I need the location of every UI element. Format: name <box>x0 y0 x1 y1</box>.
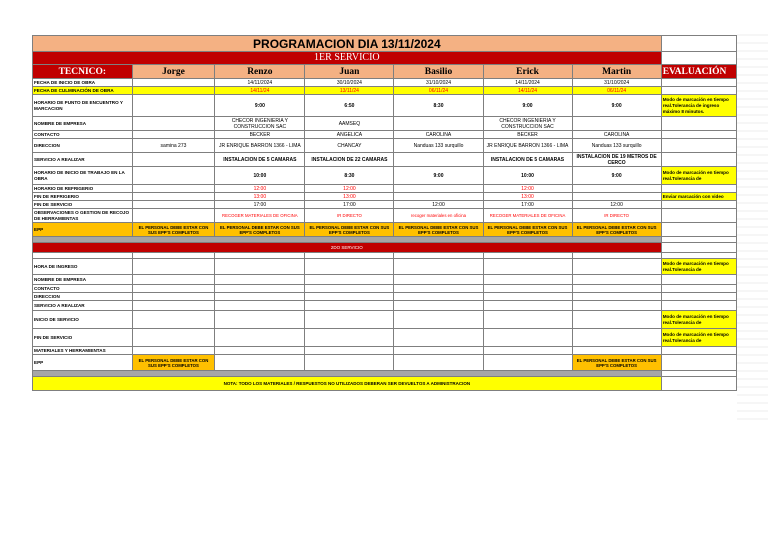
data-cell <box>305 311 394 329</box>
row-label: INICIO DE SERVICIO <box>33 311 133 329</box>
row-fin_servicio <box>33 201 737 209</box>
evaluacion-header: EVALUACIÓN <box>661 65 736 79</box>
row-contacto2 <box>33 285 737 293</box>
row-label: FIN DE SERVICIO <box>33 329 133 347</box>
row-horario_punto <box>33 95 737 117</box>
data-cell <box>305 259 394 275</box>
data-cell <box>132 311 215 329</box>
row-fecha_culminacion <box>33 87 737 95</box>
data-cell: EL PERSONAL DEBE ESTAR CON SUS EPP'S COMPLETOS <box>572 355 661 371</box>
data-cell <box>132 259 215 275</box>
cell <box>661 52 736 65</box>
data-cell: EL PERSONAL DEBE ESTAR CON SUS EPP'S COMPLETOS <box>215 223 305 237</box>
evaluacion-cell <box>661 139 736 153</box>
data-cell <box>483 259 572 275</box>
data-cell: 9:00 <box>215 95 305 117</box>
data-cell: JR ENRIQUE BARRON 1366 - LIMA <box>483 139 572 153</box>
data-cell: 13:00 <box>215 193 305 201</box>
data-cell <box>132 201 215 209</box>
row-label: FECHA DE CULMINACIÓN DE OBRA <box>33 87 133 95</box>
data-cell: BECKER <box>215 131 305 139</box>
data-cell: 14/11/2024 <box>215 79 305 87</box>
data-cell <box>305 285 394 293</box>
data-cell <box>305 329 394 347</box>
data-cell <box>394 153 483 167</box>
evaluacion-cell <box>661 209 736 223</box>
row-label: EPP <box>33 223 133 237</box>
evaluacion-cell <box>661 201 736 209</box>
data-cell: 13:00 <box>483 193 572 201</box>
data-cell <box>483 355 572 371</box>
evaluacion-cell: Modo de marcación en tiempo real.Tolerancia de <box>661 311 736 329</box>
data-cell <box>394 193 483 201</box>
data-cell <box>394 293 483 301</box>
data-cell <box>572 117 661 131</box>
data-cell <box>394 117 483 131</box>
data-cell <box>394 185 483 193</box>
data-cell <box>394 311 483 329</box>
data-cell: 12:00 <box>215 185 305 193</box>
data-cell <box>394 347 483 355</box>
servicio-row <box>33 52 737 65</box>
data-cell <box>132 301 215 311</box>
data-cell <box>572 329 661 347</box>
row-horario_refrigerio <box>33 185 737 193</box>
data-cell: recoger materiales en oficina <box>394 209 483 223</box>
row-servicio_realizar <box>33 153 737 167</box>
row-label: DIRECCION <box>33 293 133 301</box>
data-cell: EL PERSONAL DEBE ESTAR CON SUS EPP'S COMPLETOS <box>394 223 483 237</box>
row-nombre_empresa2 <box>33 275 737 285</box>
row-epp <box>33 223 737 237</box>
data-cell: ANGELICA <box>305 131 394 139</box>
data-cell: 31/10/2024 <box>572 79 661 87</box>
data-cell <box>394 275 483 285</box>
data-cell <box>483 329 572 347</box>
data-cell: JR ENRIQUE BARRON 1366 - LIMA <box>215 139 305 153</box>
data-cell: IR DIRECTO <box>305 209 394 223</box>
data-cell: 9:00 <box>483 95 572 117</box>
data-cell <box>132 79 215 87</box>
row-epp2 <box>33 355 737 371</box>
data-cell: INSTALACION DE 5 CAMARAS <box>215 153 305 167</box>
nota-row <box>33 377 737 391</box>
data-cell: 12:00 <box>394 201 483 209</box>
data-cell <box>572 301 661 311</box>
evaluacion-cell: Modo de marcación en tiempo real.Tolerancia de <box>661 167 736 185</box>
servicio2-heading: 2DO SERVICIO <box>33 243 662 253</box>
data-cell <box>215 311 305 329</box>
row-materiales <box>33 347 737 355</box>
data-cell <box>483 293 572 301</box>
evaluacion-cell: Modo de marcación en tiempo real.Tolerancia de <box>661 329 736 347</box>
data-cell <box>483 275 572 285</box>
row-label: EPP <box>33 355 133 371</box>
row-direccion <box>33 139 737 153</box>
evaluacion-cell <box>661 153 736 167</box>
data-cell: 06/11/24 <box>394 87 483 95</box>
row-label: MATERIALES Y HERRAMIENTAS <box>33 347 133 355</box>
data-cell: 9:00 <box>394 167 483 185</box>
page-title: PROGRAMACION DIA 13/11/2024 <box>33 36 662 52</box>
data-cell: samina 273 <box>132 139 215 153</box>
data-cell <box>215 355 305 371</box>
data-cell <box>394 259 483 275</box>
servicio-heading: 1ER SERVICIO <box>33 52 662 65</box>
row-observaciones <box>33 209 737 223</box>
row-horario_inicio_trabajo <box>33 167 737 185</box>
data-cell <box>132 131 215 139</box>
data-cell <box>572 311 661 329</box>
data-cell: 17:00 <box>483 201 572 209</box>
data-cell <box>132 285 215 293</box>
data-cell: EL PERSONAL DEBE ESTAR CON SUS EPP'S COMPLETOS <box>572 223 661 237</box>
row-label: OBSERVACIONES O GESTION DE RECOJO DE HERRAMIENTAS <box>33 209 133 223</box>
data-cell <box>483 347 572 355</box>
data-cell: RECOGER MATERIALES DE OFICINA <box>215 209 305 223</box>
data-cell: EL PERSONAL DEBE ESTAR CON SUS EPP'S COMPLETOS <box>483 223 572 237</box>
data-cell: 14/11/24 <box>483 87 572 95</box>
row-label: FIN DE SERVICIO <box>33 201 133 209</box>
tecnico-name: Juan <box>305 65 394 79</box>
tecnico-name: Renzo <box>215 65 305 79</box>
cell <box>661 243 736 253</box>
data-cell: 9:00 <box>572 167 661 185</box>
data-cell: CAROLINA <box>394 131 483 139</box>
data-cell: AAMSEQ <box>305 117 394 131</box>
data-cell <box>132 193 215 201</box>
row-label: CONTACTO <box>33 131 133 139</box>
data-cell <box>132 87 215 95</box>
data-cell <box>215 329 305 347</box>
row-label: NOMBRE DE EMPRESA <box>33 117 133 131</box>
data-cell: 14/11/24 <box>215 87 305 95</box>
row-label: SERVICIO A REALIZAR <box>33 301 133 311</box>
tecnico-name: Jorge <box>132 65 215 79</box>
tecnico-name: Martin <box>572 65 661 79</box>
data-cell: 8:30 <box>394 95 483 117</box>
data-cell <box>305 355 394 371</box>
data-cell: INSTALACION DE 22 CAMARAS <box>305 153 394 167</box>
data-cell <box>132 117 215 131</box>
tecnico-label: TECNICO: <box>33 65 133 79</box>
data-cell: 17:00 <box>305 201 394 209</box>
data-cell <box>132 275 215 285</box>
evaluacion-cell <box>661 185 736 193</box>
servicio2-row <box>33 243 737 253</box>
row-label: FIN DE REFRIGERIO <box>33 193 133 201</box>
data-cell <box>132 293 215 301</box>
data-cell <box>305 301 394 311</box>
row-label: NOMBRE DE EMPRESA <box>33 275 133 285</box>
tecnico-name: Erick <box>483 65 572 79</box>
tecnicos-header-row <box>33 65 737 79</box>
data-cell: EL PERSONAL DEBE ESTAR CON SUS EPP'S COMPLETOS <box>132 355 215 371</box>
data-cell <box>394 329 483 347</box>
data-cell: RECOGER MATERIALES DE OFICINA <box>483 209 572 223</box>
evaluacion-cell <box>661 293 736 301</box>
data-cell <box>215 285 305 293</box>
data-cell <box>132 185 215 193</box>
row-label: FECHA DE INICIO DE OBRA <box>33 79 133 87</box>
data-cell: 12:00 <box>483 185 572 193</box>
row-inicio_servicio <box>33 311 737 329</box>
data-cell <box>215 293 305 301</box>
data-cell: CHECOR INGENIERIA Y CONSTRUCCION SAC <box>215 117 305 131</box>
nota-text: NOTA: TODO LOS MATERIALES / RESPUESTOS NO UTILIZADOS DEBERAN SER DEVUELTOS A ADMINISTRACION <box>33 377 662 391</box>
row-label: HORARIO DE INICIO DE TRABAJO EN LA OBRA <box>33 167 133 185</box>
data-cell: Nanduas 133 surquillo <box>394 139 483 153</box>
evaluacion-cell <box>661 285 736 293</box>
data-cell: 17:00 <box>215 201 305 209</box>
data-cell <box>483 311 572 329</box>
row-label: SERVICIO A REALIZAR <box>33 153 133 167</box>
row-label: CONTACTO <box>33 285 133 293</box>
data-cell: 10:00 <box>215 167 305 185</box>
data-cell <box>132 167 215 185</box>
row-label: HORARIO DE REFRIGERIO <box>33 185 133 193</box>
data-cell <box>132 153 215 167</box>
data-cell: 10:00 <box>483 167 572 185</box>
row-label: HORARIO DE PUNTO DE ENCUENTRO Y MARCACION <box>33 95 133 117</box>
evaluacion-cell <box>661 355 736 371</box>
data-cell: 31/10/2024 <box>394 79 483 87</box>
data-cell: 9:00 <box>572 95 661 117</box>
row-label: HORA DE INGRESO <box>33 259 133 275</box>
data-cell: EL PERSONAL DEBE ESTAR CON SUS EPP'S COMPLETOS <box>132 223 215 237</box>
evaluacion-cell <box>661 117 736 131</box>
data-cell <box>132 95 215 117</box>
data-cell: CHECOR INGENIERIA Y CONSTRUCCION SAC <box>483 117 572 131</box>
row-direccion2 <box>33 293 737 301</box>
programacion-table <box>32 35 737 391</box>
row-nombre_empresa <box>33 117 737 131</box>
data-cell <box>394 301 483 311</box>
data-cell <box>305 293 394 301</box>
data-cell <box>132 329 215 347</box>
data-cell: Nanduas 133 surquillo <box>572 139 661 153</box>
data-cell: 14/11/2024 <box>483 79 572 87</box>
data-cell <box>132 347 215 355</box>
data-cell: INSTALACION DE 5 CAMARAS <box>483 153 572 167</box>
cell <box>661 36 736 52</box>
data-cell: 8:30 <box>305 167 394 185</box>
data-cell <box>215 347 305 355</box>
cell <box>661 377 736 391</box>
data-cell <box>572 193 661 201</box>
data-cell <box>572 285 661 293</box>
data-cell <box>572 185 661 193</box>
evaluacion-cell <box>661 223 736 237</box>
evaluacion-cell <box>661 301 736 311</box>
evaluacion-cell: Modo de marcación en tiempo real.Tolerancia de <box>661 259 736 275</box>
data-cell <box>215 259 305 275</box>
data-cell: CHANCAY <box>305 139 394 153</box>
data-cell: 13:00 <box>305 193 394 201</box>
data-cell: 6:50 <box>305 95 394 117</box>
row-contacto <box>33 131 737 139</box>
data-cell: IR DIRECTO <box>572 209 661 223</box>
data-cell <box>215 275 305 285</box>
title-row <box>33 36 737 52</box>
data-cell: EL PERSONAL DEBE ESTAR CON SUS EPP'S COMPLETOS <box>305 223 394 237</box>
evaluacion-cell: Enviar marcación con video <box>661 193 736 201</box>
data-cell <box>572 347 661 355</box>
data-cell: 30/10/2024 <box>305 79 394 87</box>
evaluacion-cell <box>661 131 736 139</box>
data-cell: 12:00 <box>305 185 394 193</box>
data-cell: 06/11/24 <box>572 87 661 95</box>
data-cell <box>572 275 661 285</box>
data-cell <box>572 293 661 301</box>
data-cell: BECKER <box>483 131 572 139</box>
data-cell: 12:00 <box>572 201 661 209</box>
data-cell <box>132 209 215 223</box>
row-label: DIRECCION <box>33 139 133 153</box>
data-cell <box>483 301 572 311</box>
data-cell <box>215 301 305 311</box>
tecnico-name: Basilio <box>394 65 483 79</box>
data-cell <box>572 259 661 275</box>
data-cell <box>394 285 483 293</box>
evaluacion-cell <box>661 79 736 87</box>
data-cell <box>394 355 483 371</box>
data-cell: INSTALACION DE 19 METROS DE CERCO <box>572 153 661 167</box>
row-fin_refrigerio <box>33 193 737 201</box>
evaluacion-cell <box>661 87 736 95</box>
data-cell <box>305 275 394 285</box>
row-hora_ingreso <box>33 259 737 275</box>
row-fecha_inicio <box>33 79 737 87</box>
data-cell <box>305 347 394 355</box>
data-cell <box>483 285 572 293</box>
evaluacion-cell: Modo de marcación en tiempo real.Tolerancia de ingreso máximo 8 minutos. <box>661 95 736 117</box>
evaluacion-cell <box>661 275 736 285</box>
evaluacion-cell <box>661 347 736 355</box>
data-cell: 13/11/24 <box>305 87 394 95</box>
row-servicio_realizar2 <box>33 301 737 311</box>
data-cell: CAROLINA <box>572 131 661 139</box>
row-fin_servicio2 <box>33 329 737 347</box>
